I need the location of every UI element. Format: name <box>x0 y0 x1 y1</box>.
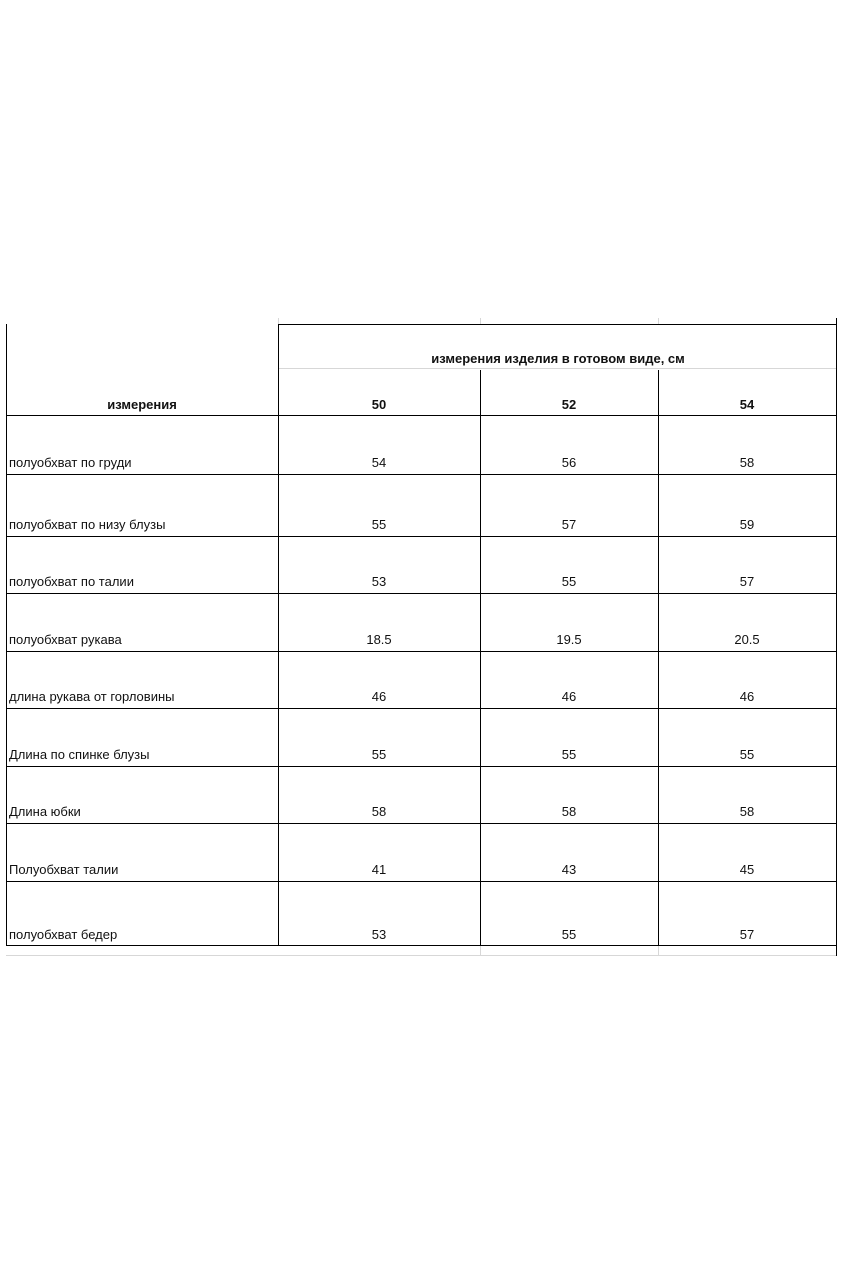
row-divider <box>6 651 836 652</box>
table-cell: 56 <box>561 455 577 470</box>
table-border-left <box>6 324 7 946</box>
table-cell: 19.5 <box>556 632 582 647</box>
table-cell: 46 <box>561 689 577 704</box>
table-cell: 18.5 <box>366 632 392 647</box>
size-header: 54 <box>739 397 755 412</box>
row-label: Длина юбки <box>9 804 81 819</box>
row-divider <box>6 415 836 416</box>
table-cell: 59 <box>739 517 755 532</box>
table-cell: 41 <box>371 862 387 877</box>
table-cell: 58 <box>739 455 755 470</box>
table-cell: 57 <box>739 574 755 589</box>
table-cell: 45 <box>739 862 755 877</box>
row-divider <box>6 766 836 767</box>
row-divider <box>6 945 836 946</box>
row-divider <box>6 593 836 594</box>
corner-header: измерения <box>107 397 177 412</box>
row-divider <box>6 881 836 882</box>
table-border-right <box>836 318 837 956</box>
row-divider <box>6 708 836 709</box>
table-cell: 57 <box>739 927 755 942</box>
table-cell: 54 <box>371 455 387 470</box>
column-divider <box>480 370 481 946</box>
size-header: 50 <box>371 397 387 412</box>
table-cell: 58 <box>371 804 387 819</box>
row-label: полуобхват рукава <box>9 632 122 647</box>
table-cell: 57 <box>561 517 577 532</box>
row-label: полуобхват по низу блузы <box>9 517 166 532</box>
row-divider <box>6 823 836 824</box>
gridline <box>278 368 836 369</box>
row-label: Полуобхват талии <box>9 862 119 877</box>
table-cell: 53 <box>371 927 387 942</box>
table-cell: 43 <box>561 862 577 877</box>
row-label: длина рукава от горловины <box>9 689 175 704</box>
row-label: полуобхват по талии <box>9 574 134 589</box>
row-divider <box>6 474 836 475</box>
table-cell: 55 <box>561 747 577 762</box>
row-divider <box>6 536 836 537</box>
table-cell: 46 <box>371 689 387 704</box>
table-cell: 58 <box>561 804 577 819</box>
table-cell: 53 <box>371 574 387 589</box>
column-divider <box>658 370 659 946</box>
table-cell: 55 <box>561 574 577 589</box>
gridline <box>6 955 836 956</box>
table-cell: 46 <box>739 689 755 704</box>
row-label: полуобхват бедер <box>9 927 118 942</box>
group-header: измерения изделия в готовом виде, см <box>431 351 685 366</box>
size-header: 52 <box>561 397 577 412</box>
table-cell: 55 <box>561 927 577 942</box>
table-cell: 55 <box>371 747 387 762</box>
table-cell: 58 <box>739 804 755 819</box>
column-divider <box>278 324 279 946</box>
row-label: Длина по спинке блузы <box>9 747 150 762</box>
table-cell: 20.5 <box>734 632 760 647</box>
row-divider <box>278 324 836 325</box>
table-cell: 55 <box>371 517 387 532</box>
row-label: полуобхват по груди <box>9 455 132 470</box>
table-cell: 55 <box>739 747 755 762</box>
